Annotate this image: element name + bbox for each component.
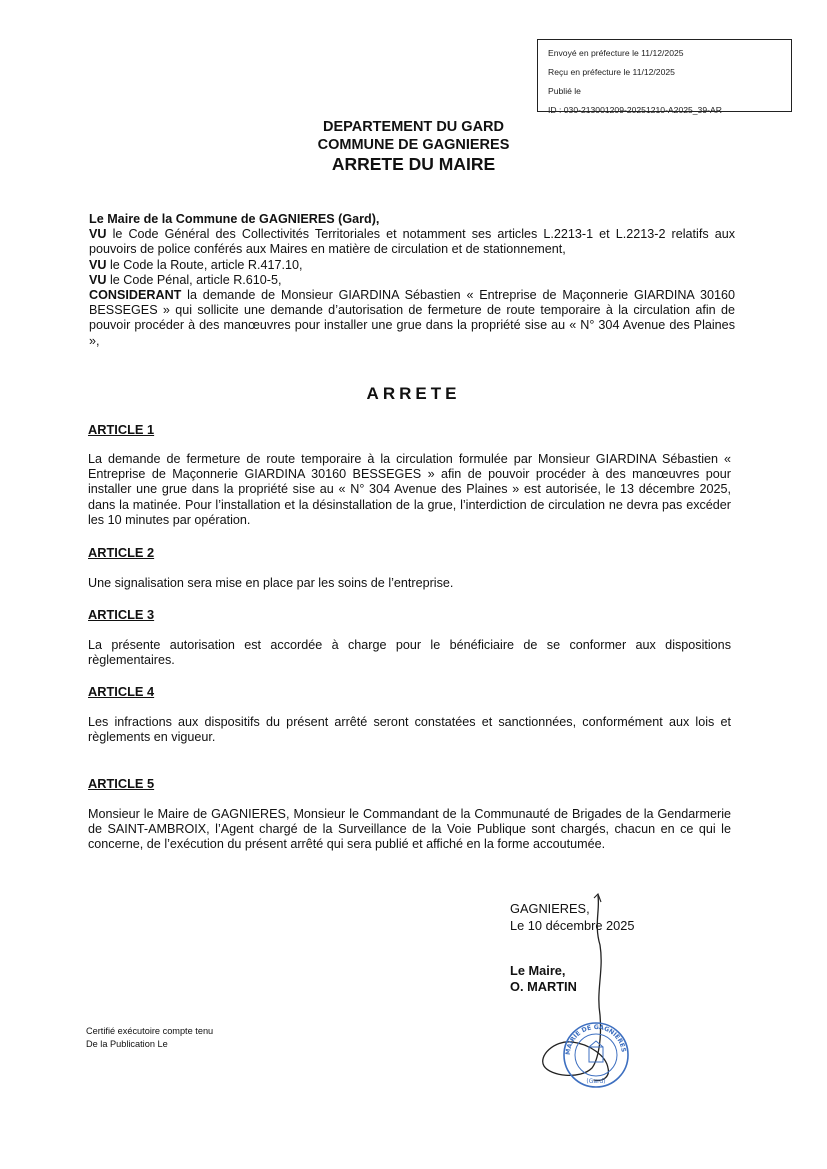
article-3-text: La présente autorisation est accordée à charge pour le bénéficiaire de se conformer aux dispositions règlementaires. (88, 638, 731, 668)
certification-line-2: De la Publication Le (86, 1038, 168, 1049)
stamp-published: Publié le (548, 86, 581, 96)
signatory-role: Le Maire, (510, 963, 566, 978)
article-2-heading: ARTICLE 2 (88, 545, 155, 560)
seal-text: MAIRIE DE GAGNIERES (564, 1023, 627, 1056)
article-5-text: Monsieur le Maire de GAGNIERES, Monsieur le Commandant de la Communauté de Brigades de la Gendarmerie de SAINT-AMBROIX, l’Agent chargé de la Surveillance de la Voie Publique sont chargés, chacun en ce qui le concerne, de l’exécution du présent arrêté qui sera publié et affiché en la forme accoutumée. (88, 807, 731, 852)
prefecture-stamp (537, 39, 792, 115)
stamp-sent: Envoyé en préfecture le 11/12/2025 (548, 48, 684, 58)
certification-line-1: Certifié exécutoire compte tenu (86, 1026, 214, 1036)
article-5-heading: ARTICLE 5 (88, 776, 155, 791)
article-3-heading: ARTICLE 3 (88, 607, 155, 622)
signature-date: Le 10 décembre 2025 (510, 918, 635, 933)
stamp-received: Reçu en préfecture le 11/12/2025 (548, 67, 675, 77)
article-1-heading: ARTICLE 1 (88, 422, 155, 437)
commune-title: COMMUNE DE GAGNIERES (317, 137, 510, 153)
stamp-id: ID : 030-213001209-20251210-A2025_39-AR (548, 105, 722, 115)
article-1-text: La demande de fermeture de route temporaire à la circulation formulée par Monsieur GIARDINA Sébastien « Entreprise de Maçonnerie GIARDINA 30160 BESSEGES » afin de pouvoir procéder à des manœuvres pour installer une grue dans la propriété sise au « N° 304 Avenue des Plaines » est autorisée, le 13 décembre 2025, dans la matinée. Pour l’installation et la désinstallation de la grue, l’interdiction de circulation ne devra pas excéder les 10 minutes par opération. (88, 452, 731, 527)
signature-place: GAGNIERES, (510, 901, 590, 916)
preamble-considerant: CONSIDERANT la demande de Monsieur GIARDINA Sébastien « Entreprise de Maçonnerie GIARDINA 30160 BESSEGES » qui sollicite une demande d’autorisation de fermeture de route temporaire à la circulation afin de pouvoir procéder à des manœuvres pour installer une grue dans la propriété sise au « N° 304 Avenue des Plaines », (89, 288, 735, 348)
article-4-heading: ARTICLE 4 (88, 684, 155, 699)
preamble-vu-route: VU le Code la Route, article R.417.10, (89, 257, 303, 272)
signatory-name: O. MARTIN (510, 979, 577, 994)
arrete-heading: ARRETE (366, 384, 461, 403)
article-2-text: Une signalisation sera mise en place par les soins de l’entreprise. (88, 576, 454, 590)
preamble-vu-cgct: VU le Code Général des Collectivités Territoriales et notamment ses articles L.2213-1 et L.2213-2 relatifs aux pouvoirs de police conférés aux Maires en matière de circulation et de stationnement, (89, 227, 735, 257)
municipal-seal-icon (564, 1023, 628, 1087)
preamble-vu-penal: VU le Code Pénal, article R.610-5, (89, 272, 282, 287)
preamble (89, 212, 735, 349)
seal-and-signature (520, 890, 640, 1110)
document-title: ARRETE DU MAIRE (331, 154, 496, 174)
seal-subtext: (Gard) (586, 1078, 606, 1085)
preamble-maire: Le Maire de la Commune de GAGNIERES (Gard), (89, 212, 380, 226)
department-title: DEPARTEMENT DU GARD (323, 119, 504, 135)
article-4-text: Les infractions aux dispositifs du présent arrêté seront constatées et sanctionnées, conformément aux lois et règlements en vigueur. (88, 715, 731, 745)
certification-note (86, 1025, 213, 1050)
